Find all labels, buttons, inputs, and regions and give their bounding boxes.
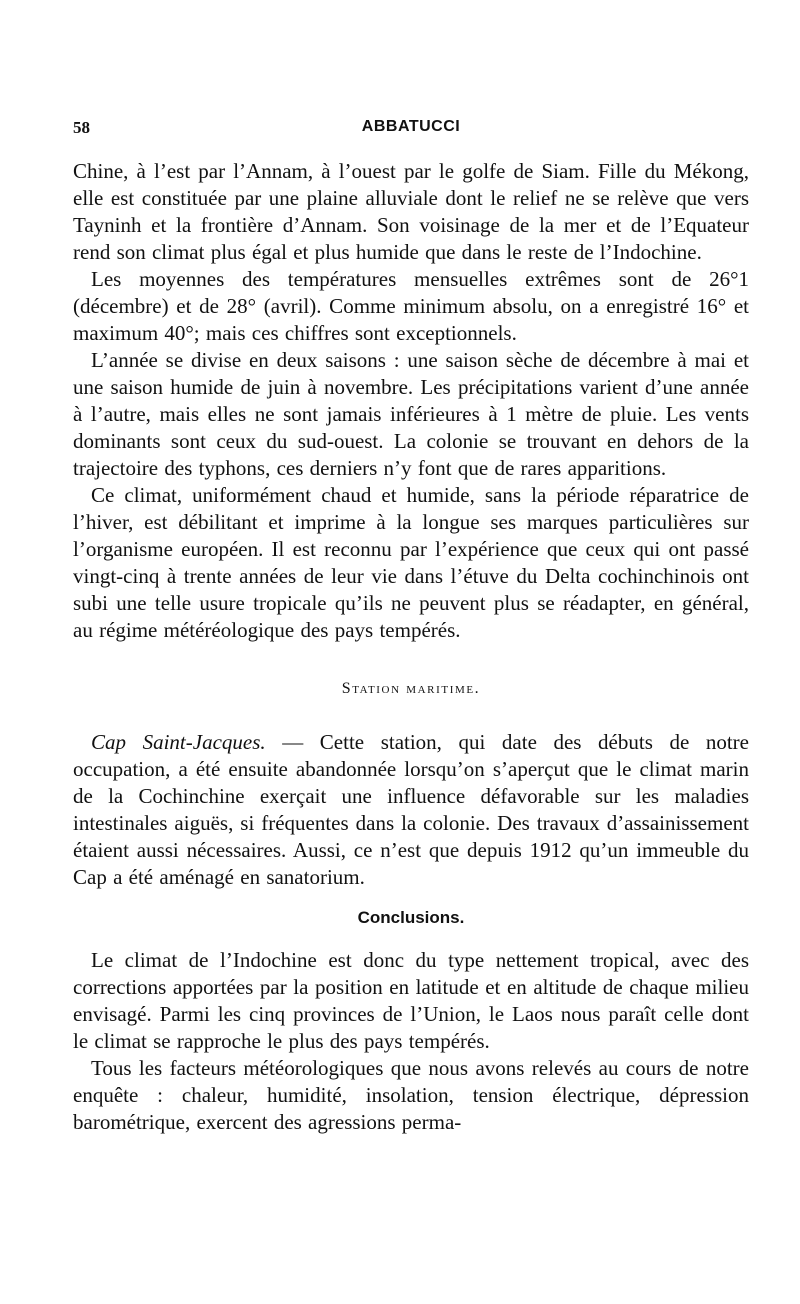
paragraph-cap-saint-jacques xyxy=(73,729,749,891)
book-page xyxy=(73,118,749,1136)
running-title: ABBATUCCI xyxy=(361,118,461,135)
section-title-station-maritime: Station maritime. xyxy=(341,680,481,697)
running-head xyxy=(73,118,749,148)
cap-saint-jacques-text: — Cette station, qui date des débuts de notre occupation, a été ensuite abandonnée lorsqu’on s’aperçut que le climat marin de la Cochinchine exerçait une influence défavorable sur les maladies intestinales aiguës, si fréquentes dans la colonie. Des travaux d’assainissement étaient aussi nécessaires. Aussi, ce n’est que depuis 1912 qu’un immeuble du Cap a été aménagé en sanatorium. xyxy=(73,730,749,889)
paragraph-seasons: L’année se divise en deux saisons : une saison sèche de décembre à mai et une saison humide de juin à novembre. Les précipitations varient d’une année à l’autre, mais elles ne sont jamais inférieures à 1 mètre de pluie. Les vents dominants sont ceux du sud-ouest. La colonie se trouvant en dehors de la trajectoire des typhons, ces derniers n’y font que de rares apparitions. xyxy=(73,348,749,480)
paragraph-conclusions-factors: Tous les facteurs météorologiques que nous avons relevés au cours de notre enquête : chaleur, humidité, insolation, tension électrique, dépression barométrique, exercent des agressions perma- xyxy=(73,1056,749,1134)
section-title-conclusions: Conclusions. xyxy=(357,908,465,927)
paragraph-cochinchine-geography: Chine, à l’est par l’Annam, à l’ouest par le golfe de Siam. Fille du Mékong, elle est constituée par une plaine alluviale dont le relief ne se relève que vers Tayninh et la frontière d’Annam. Son voisinage de la mer et de l’Equateur rend son climat plus égal et plus humide que dans le reste de l’Indochine. xyxy=(73,159,749,264)
paragraph-climate-effects: Ce climat, uniformément chaud et humide, sans la période réparatrice de l’hiver, est débilitant et imprime à la longue ses marques particulières sur l’organisme européen. Il est reconnu par l’expérience que ceux qui ont passé vingt-cinq à trente années de leur vie dans l’étuve du Delta cochinchinois ont subi une telle usure tropicale qu’ils ne peuvent plus se réadapter, en général, au régime météréologique des pays tempérés. xyxy=(73,483,749,642)
paragraph-temperatures: Les moyennes des températures mensuelles extrêmes sont de 26°1 (décembre) et de 28° (avril). Comme minimum absolu, on a enregistré 16° et maximum 40°; mais ces chiffres sont exceptionnels. xyxy=(73,267,749,345)
page-number: 58 xyxy=(73,118,90,137)
cap-saint-jacques-lead: Cap Saint-Jacques. xyxy=(91,730,266,754)
paragraph-conclusions-climate: Le climat de l’Indochine est donc du type nettement tropical, avec des corrections apportées par la position en latitude et en altitude de chaque milieu envisagé. Parmi les cinq provinces de l’Union, le Laos nous paraît celle dont le climat se rapproche le plus des pays tempérés. xyxy=(73,948,749,1053)
